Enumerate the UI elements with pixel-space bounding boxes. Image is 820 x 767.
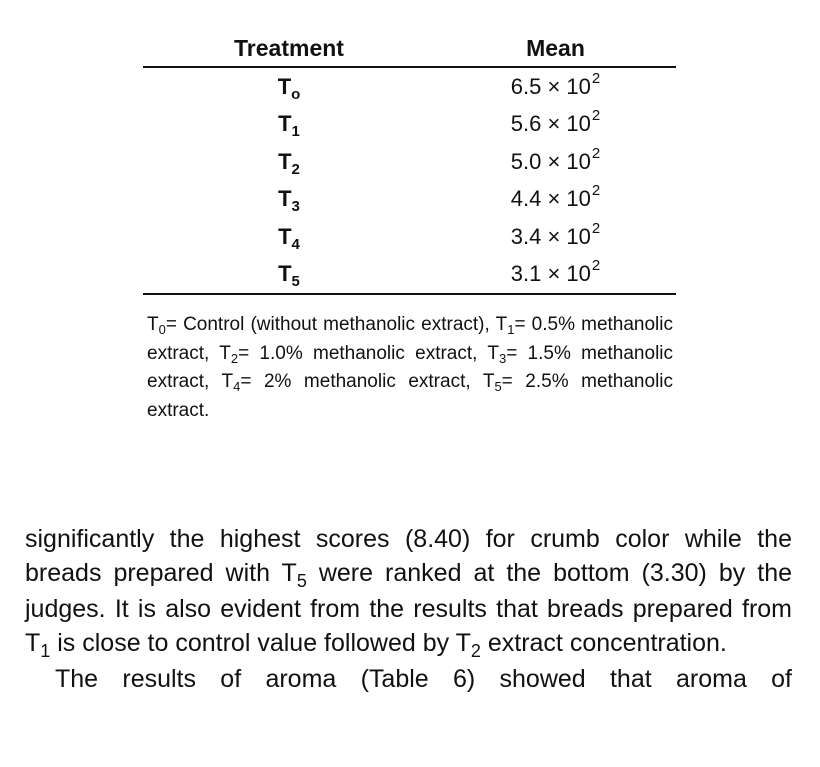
treatment-cell: $T_3$ bbox=[278, 186, 300, 216]
body-text bbox=[25, 522, 792, 696]
table-row bbox=[143, 106, 676, 144]
treatment-cell: $T_o$ bbox=[277, 73, 301, 103]
treatment-cell: $T_4$ bbox=[278, 223, 300, 253]
body-paragraph-2: The results of aroma (Table 6) showed that aroma of bbox=[55, 665, 792, 693]
table-row bbox=[143, 67, 676, 106]
table-row bbox=[143, 143, 676, 181]
table-row bbox=[143, 256, 676, 295]
header-treatment: Treatment bbox=[143, 30, 435, 67]
table-row bbox=[143, 181, 676, 219]
mean-cell: $3.4 \times 10^2$ bbox=[510, 219, 601, 249]
treatment-cell: $T_5$ bbox=[143, 256, 435, 295]
treatment-cell: $T_1$ bbox=[278, 111, 300, 141]
results-table-container bbox=[143, 30, 676, 295]
treatment-mean-table bbox=[143, 30, 676, 295]
body-paragraph-1: significantly the highest scores (8.40) for crumb color while the breads prepared with $T_5$ were ranked at the bottom (3.30) by the judges. It is also evident from the results that breads prepared from $T_1$ is close to control value followed by $T_2$ extract concentration. bbox=[25, 525, 792, 661]
mean-cell: $5.0 \times 10^2$ bbox=[510, 144, 601, 174]
table-footnote: $T_0=$ Control (without methanolic extract), $T_1= 0.5\%$ methanolic extract, $T_2= 1.0\%$ methanolic extract, $T_3= 1.5\%$ methanolic extract, $T_4= 2\%$ methanolic extract, $T_5= 2.5\%$ methanolic extract. bbox=[147, 314, 674, 421]
header-mean: Mean bbox=[435, 30, 676, 67]
mean-cell: $5.6 \times 10^2$ bbox=[510, 107, 601, 137]
mean-cell: $3.1 \times 10^2$ bbox=[435, 256, 676, 295]
treatment-cell: $T_2$ bbox=[278, 148, 300, 178]
table-row bbox=[143, 218, 676, 256]
mean-cell: $6.5 \times 10^2$ bbox=[510, 69, 601, 99]
mean-cell: $4.4 \times 10^2$ bbox=[510, 182, 601, 212]
table-header-row bbox=[143, 30, 676, 67]
